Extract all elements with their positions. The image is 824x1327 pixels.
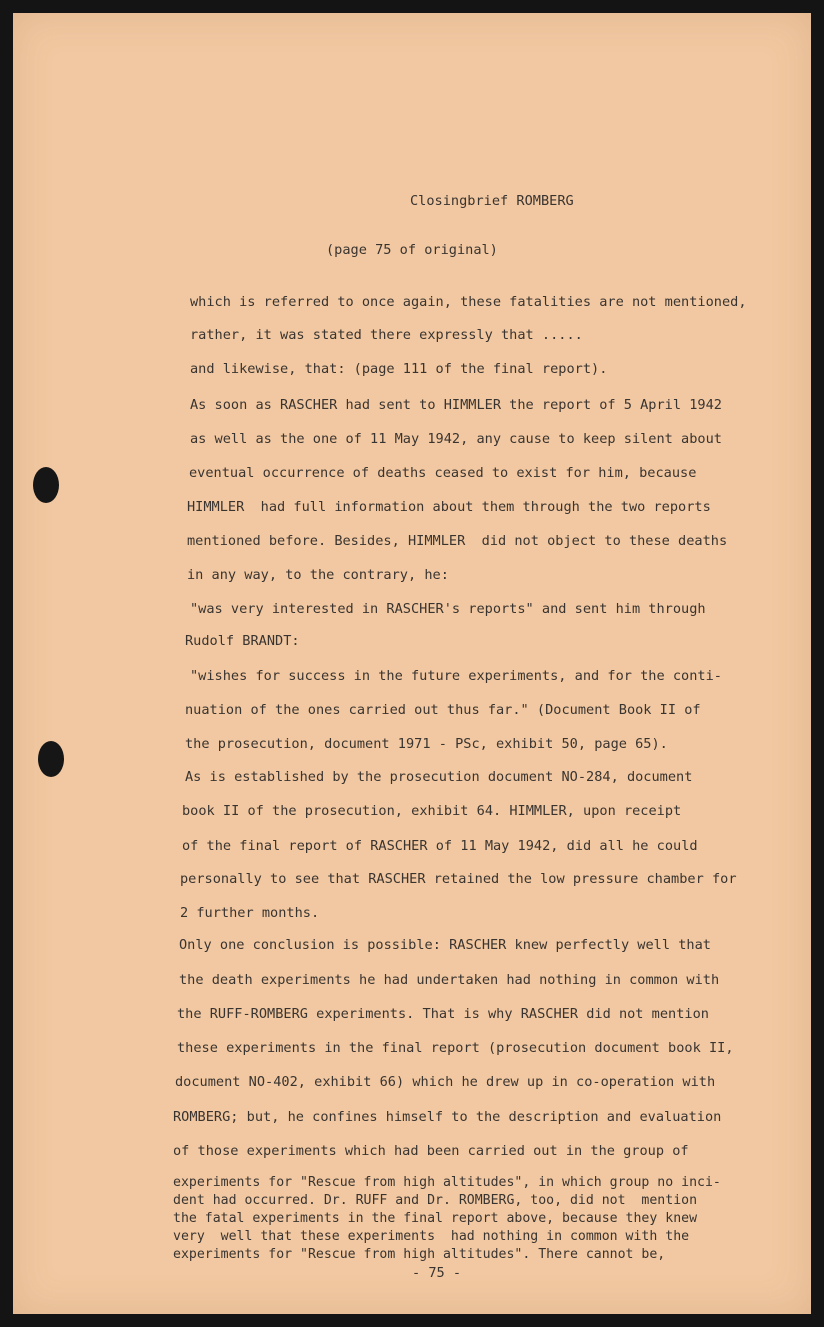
text-line: and likewise, that: (page 111 of the final report). (190, 361, 608, 377)
text-line: Rudolf BRANDT: (185, 633, 300, 649)
text-line: dent had occurred. Dr. RUFF and Dr. ROMBERG, too, did not mention (173, 1193, 698, 1208)
text-line: HIMMLER had full information about them through the two reports (187, 499, 711, 515)
text-line: nuation of the ones carried out thus far." (Document Book II of (185, 702, 701, 718)
text-line: ROMBERG; but, he confines himself to the description and evaluation (173, 1109, 722, 1125)
text-line: experiments for "Rescue from high altitudes". There cannot be, (173, 1247, 666, 1262)
text-line: as well as the one of 11 May 1942, any cause to keep silent about (190, 431, 722, 447)
page-number: - 75 - (412, 1265, 462, 1281)
text-line: which is referred to once again, these fatalities are not mentioned, (190, 294, 747, 310)
text-line: the fatal experiments in the final report above, because they knew (173, 1211, 698, 1226)
document-page (13, 13, 811, 1314)
document-header: Closingbrief ROMBERG (410, 193, 574, 209)
text-line: of the final report of RASCHER of 11 May 1942, did all he could (182, 838, 698, 854)
text-line: in any way, to the contrary, he: (187, 567, 449, 583)
text-line: mentioned before. Besides, HIMMLER did not object to these deaths (187, 533, 728, 549)
text-line: Only one conclusion is possible: RASCHER knew perfectly well that (179, 937, 711, 953)
text-line: document NO-402, exhibit 66) which he drew up in co-operation with (175, 1074, 716, 1090)
text-line: "wishes for success in the future experiments, and for the conti- (190, 668, 722, 684)
text-line: the RUFF-ROMBERG experiments. That is why RASCHER did not mention (177, 1006, 709, 1022)
text-line: experiments for "Rescue from high altitudes", in which group no inci- (173, 1175, 721, 1190)
document-body (13, 13, 811, 1314)
text-line: the prosecution, document 1971 - PSc, exhibit 50, page 65). (185, 736, 668, 752)
document-subheader: (page 75 of original) (326, 242, 498, 258)
text-line: rather, it was stated there expressly that ..... (190, 327, 583, 343)
text-line: of those experiments which had been carried out in the group of (173, 1143, 689, 1159)
text-line: As soon as RASCHER had sent to HIMMLER the report of 5 April 1942 (190, 397, 722, 413)
text-line: 2 further months. (180, 905, 320, 921)
text-line: very well that these experiments had nothing in common with the (173, 1229, 690, 1244)
text-line: the death experiments he had undertaken had nothing in common with (179, 972, 720, 988)
text-line: eventual occurrence of deaths ceased to exist for him, because (189, 465, 697, 481)
text-line: book II of the prosecution, exhibit 64. HIMMLER, upon receipt (182, 803, 682, 819)
text-line: "was very interested in RASCHER's reports" and sent him through (190, 601, 706, 617)
text-line: these experiments in the final report (prosecution document book II, (177, 1040, 734, 1056)
text-line: As is established by the prosecution document NO-284, document (185, 769, 693, 785)
text-line: personally to see that RASCHER retained the low pressure chamber for (180, 871, 737, 887)
